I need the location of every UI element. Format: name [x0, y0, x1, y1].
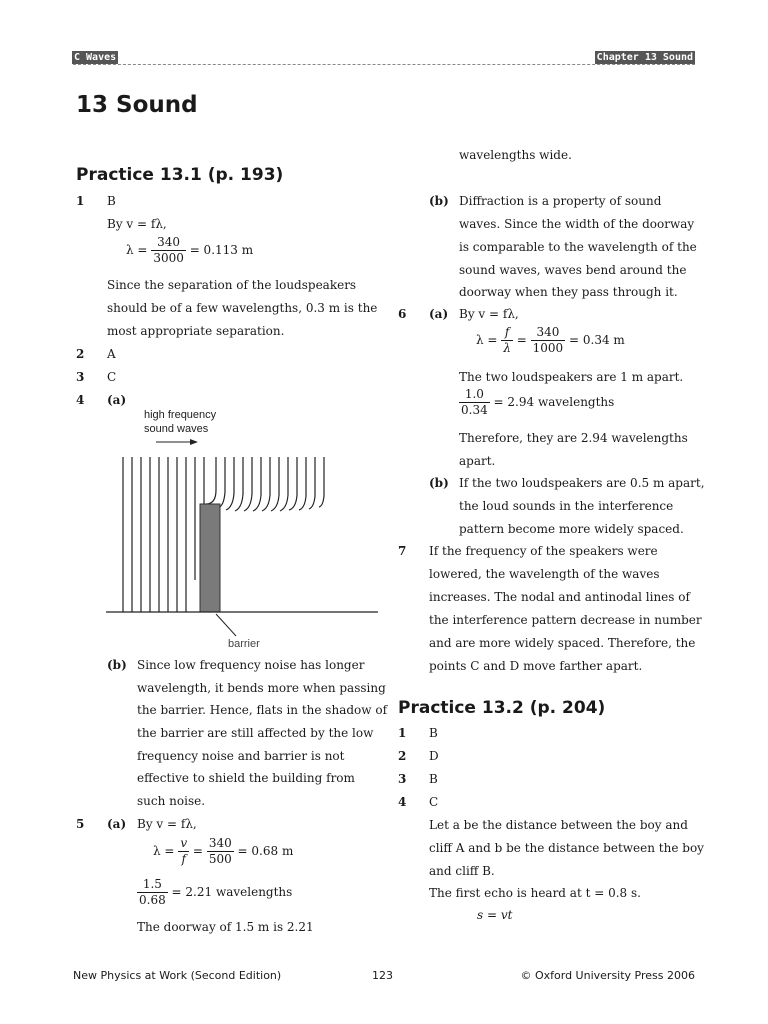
q4b-line-4: the barrier are still affected by the low	[137, 726, 374, 740]
p2-q4-line-1: Let a be the distance between the boy and	[429, 818, 688, 832]
footer-book-title: New Physics at Work (Second Edition)	[73, 969, 282, 982]
q4-number: 4	[76, 393, 85, 407]
p2-q4-line-2: cliff A and b be the distance between the boy	[429, 841, 704, 855]
q6-number: 6	[398, 307, 407, 321]
practice-13-1-heading: Practice 13.1 (p. 193)	[76, 165, 284, 185]
header-rule	[73, 64, 695, 65]
q5-number: 5	[76, 817, 85, 831]
q6-line-2: Therefore, they are 2.94 wavelengths	[459, 431, 688, 445]
p2-q3-answer: B	[429, 772, 438, 786]
figure-label-high-frequency: high frequency	[144, 409, 217, 421]
q3-answer: C	[107, 370, 117, 384]
q4b-line-2: wavelength, it bends more when passing	[137, 681, 386, 695]
q6-line-3: apart.	[459, 454, 496, 468]
q4b-line-1: Since low frequency noise has longer	[137, 658, 365, 672]
q5-part-b: (b)	[429, 194, 449, 208]
wavefronts-incident	[123, 457, 204, 612]
q4b-line-7: such noise.	[137, 794, 206, 808]
p2-q2-answer: D	[429, 749, 439, 763]
q5-part-a: (a)	[107, 817, 127, 831]
q5-line-end: The doorway of 1.5 m is 2.21	[137, 920, 314, 934]
q6b-line-2: the loud sounds in the interference	[459, 499, 674, 513]
wavefronts-diffracted	[206, 457, 324, 511]
q7-line-6: points C and D move farther apart.	[429, 659, 643, 673]
p2-q4-equation: s = vt	[477, 908, 513, 922]
q6-by-formula: By v = fλ,	[459, 307, 519, 321]
diffraction-figure	[100, 400, 380, 655]
figure-label-sound-waves: sound waves	[144, 423, 209, 435]
q1-line-1: Since the separation of the loudspeakers	[107, 278, 357, 292]
q1-answer: B	[107, 194, 116, 208]
wave-direction-arrowhead	[190, 439, 198, 445]
q5b-line-2: waves. Since the width of the doorway	[459, 217, 695, 231]
q1-line-3: most appropriate separation.	[107, 324, 285, 338]
q7-line-5: and are more widely spaced. Therefore, the	[429, 636, 696, 650]
q5-line-cont: wavelengths wide.	[459, 148, 572, 162]
q1-by-formula: By v = fλ,	[107, 217, 167, 231]
q4b-line-6: effective to shield the building from	[137, 771, 355, 785]
q4-part-a: (a)	[107, 393, 127, 407]
q5b-line-1: Diffraction is a property of sound	[459, 194, 662, 208]
p2-q4-line-4: The first echo is heard at t = 0.8 s.	[429, 886, 641, 900]
page-number: 123	[372, 969, 393, 982]
q1-equation: λ = $\frac{340}{3000}$ = 0.113 m	[126, 235, 254, 265]
q6b-line-3: pattern become more widely spaced.	[459, 522, 684, 536]
q5b-line-3: is comparable to the wavelength of the	[459, 240, 697, 254]
running-header-left: C Waves	[74, 52, 117, 63]
p2-q4-answer: C	[429, 795, 439, 809]
q5-equation-1: λ = $\frac{v}{f}$ = $\frac{340}{500}$ = 0.68 m	[153, 836, 294, 866]
practice-13-2-heading: Practice 13.2 (p. 204)	[398, 698, 606, 718]
q6-line-1: The two loudspeakers are 1 m apart.	[459, 370, 684, 384]
q6b-line-1: If the two loudspeakers are 0.5 m apart,	[459, 476, 705, 490]
q6-equation-2: $\frac{1.0}{0.34}$ = 2.94 wavelengths	[461, 387, 615, 417]
q2-answer: A	[107, 347, 116, 361]
barrier	[200, 504, 220, 612]
q5-by-formula: By v = fλ,	[137, 817, 197, 831]
p2-q1-number: 1	[398, 726, 407, 740]
barrier-pointer	[216, 614, 236, 636]
q4b-line-3: the barrier. Hence, flats in the shadow of	[137, 703, 388, 717]
p2-q1-answer: B	[429, 726, 438, 740]
q1-line-2: should be of a few wavelengths, 0.3 m is the	[107, 301, 378, 315]
q5b-line-5: doorway when they pass through it.	[459, 285, 678, 299]
q6-part-b: (b)	[429, 476, 449, 490]
q4-part-b: (b)	[107, 658, 127, 672]
q7-line-1: If the frequency of the speakers were	[429, 544, 658, 558]
p2-q4-number: 4	[398, 795, 407, 809]
running-header-right: Chapter 13 Sound	[596, 52, 693, 63]
q5-equation-2: $\frac{1.5}{0.68}$ = 2.21 wavelengths	[139, 877, 293, 907]
q2-number: 2	[76, 347, 85, 361]
footer-copyright: © Oxford University Press 2006	[520, 969, 695, 982]
q6-equation-1: λ = $\frac{f}{\lambda}$ = $\frac{340}{1000}$ = 0.34 m	[476, 325, 625, 355]
p2-q2-number: 2	[398, 749, 407, 763]
chapter-number: 13	[76, 92, 109, 118]
q6-part-a: (a)	[429, 307, 449, 321]
q7-number: 7	[398, 544, 407, 558]
q1-number: 1	[76, 194, 85, 208]
chapter-title	[76, 90, 198, 120]
q5b-line-4: sound waves, waves bend around the	[459, 263, 687, 277]
chapter-name: Sound	[116, 92, 198, 118]
q4b-line-5: frequency noise and barrier is not	[137, 749, 345, 763]
p2-q3-number: 3	[398, 772, 407, 786]
q7-line-2: lowered, the wavelength of the waves	[429, 567, 660, 581]
q1-fraction: $\frac{340}{3000}$	[153, 235, 184, 265]
q7-line-3: increases. The nodal and antinodal lines of	[429, 590, 690, 604]
q7-line-4: the interference pattern decrease in number	[429, 613, 702, 627]
p2-q4-line-3: and cliff B.	[429, 864, 495, 878]
q3-number: 3	[76, 370, 85, 384]
figure-label-barrier: barrier	[228, 638, 260, 650]
